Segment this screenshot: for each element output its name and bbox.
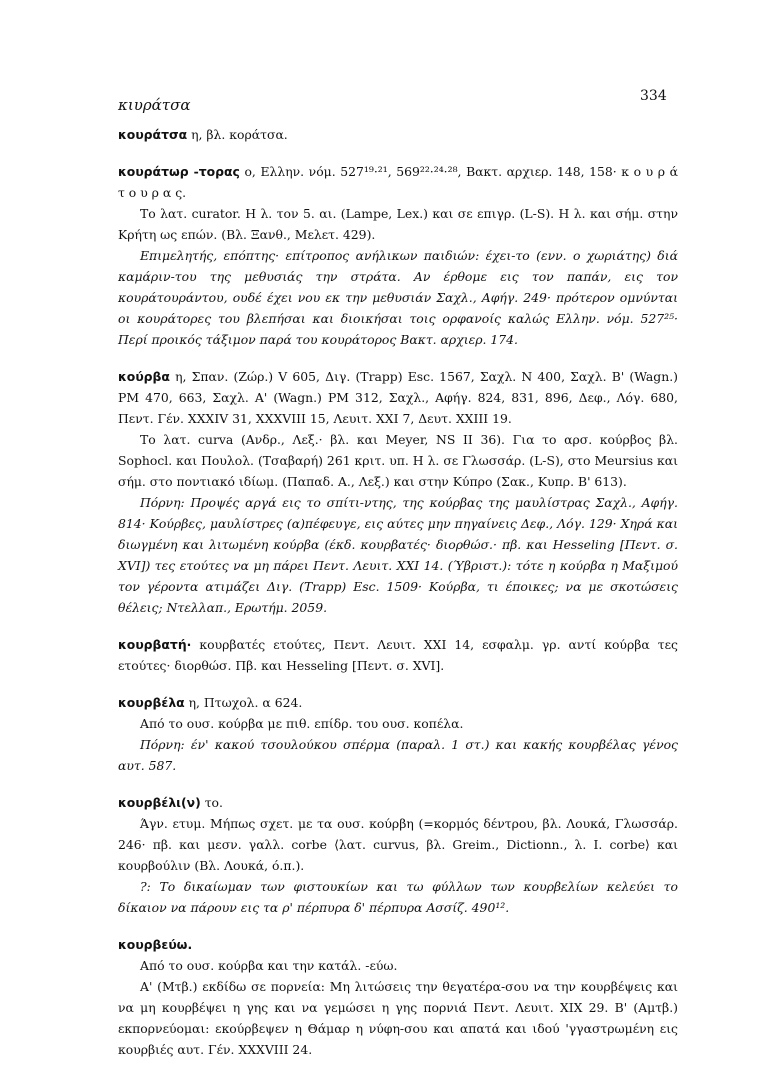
running-head: κιυράτσα (118, 96, 191, 114)
etymology-paragraph: Από το ουσ. κούρβα και την κατάλ. -εύω. (140, 958, 398, 973)
definition-paragraph: Πόρνη: Προψές αργά εις το σπίτι-ντης, της κούρβας της μαυλίστρας Σαχλ., Αφήγ. 814· Κούρβες, μαυλίστρες (α)πέφευγε, εις αύτες μην πηγαίνεις Δεφ., Λόγ. 129· Χηρά και διωγμένη και λιτωμένη κούρβα (έκδ. κουρβατές· διορθώσ.· πβ. και Hesseling [Πεντ. σ. XVI]) τες ετούτες να μη πάρει Πεντ. Λευιτ. XXI 14. (Ύβριστ.): τότε η κούρβα η Μαξιμού τον γέροντα ατιμάζει Διγ. (Trapp) Esc. 1509· Κούρβα, τι έποικες; να με σκοτώσεις θέλεις; Ντελλαπ., Ερωτήμ. 2059. (118, 495, 678, 615)
entry-text: η, Σπαν. (Ζώρ.) V 605, Διγ. (Trapp) Esc. 1567, Σαχλ. Ν 400, Σαχλ. Β' (Wagn.) PM 470, 663, Σαχλ. Α' (Wagn.) PM 312, Σαχλ., Αφήγ. 824, 831, 896, Δεφ., Λόγ. 680, Πεντ. Γέν. XXXIV 31, XXXVIII 15, Λευιτ. XXI 7, Δευτ. XXIII 19. (118, 369, 678, 426)
headword: κουρβέλι(ν) (118, 795, 201, 810)
etymology-paragraph: Άγν. ετυμ. Μήπως σχετ. με τα ουσ. κούρβη (=κορμός δέντρου, βλ. Λουκά, Γλωσσάρ. 246· πβ. και μεσν. γαλλ. corbe ⟨λατ. curvus, βλ. Greim., Dictionn., λ. I. corbe⟩ και κουρβούλιν (Βλ. Λουκά, ό.π.). (118, 816, 678, 873)
headword: κουρβεύω. (118, 937, 193, 952)
etymology-paragraph: Το λατ. curator. Η λ. τον 5. αι. (Lampe, Lex.) και σε επιγρ. (L-S). Η λ. και σήμ. στην Κρήτη ως επών. (Βλ. Ξανθ., Μελετ. 429). (118, 206, 678, 242)
headword: κουρβατή· (118, 637, 192, 652)
headword: κουράτσα (118, 127, 188, 142)
definition-paragraph: Επιμελητής, επόπτης· επίτροπος ανήλικων παιδιών: έχει-το (ενν. ο χωριάτης) διά καμάριν-του της μεθυσιάς την στράτα. Αν έρθομε εις τον παπάν, εις τον κουράτουράντου, ουδέ έχει νου εκ την μεθυσιάν Σαχλ., Αφήγ. 249· πρότερον ομνύνται οι κουράτορες του βλεπήσαι και διοικήσαι τοις ορφανοίς καλώς Ελλην. νόμ. 527²⁵· Περί προικός τάξιμον παρά του κουράτορος Βακτ. αρχιερ. 174. (118, 248, 678, 347)
headword: κουράτωρ -τορας (118, 164, 240, 179)
entry-kouratorr (118, 161, 678, 350)
definition-paragraph: Πόρνη: έν' κακού τσουλούκου σπέρμα (παραλ. 1 στ.) και κακής κουρβέλας γένος αυτ. 587. (118, 737, 678, 773)
entry-kourveli (118, 792, 678, 918)
entry-kouratsa (118, 124, 678, 145)
entry-kourveyo (118, 934, 678, 1060)
page-number: 334 (640, 88, 667, 104)
headword: κούρβα (118, 369, 170, 384)
definition-paragraph: Α' (Μτβ.) εκδίδω σε πορνεία: Μη λιτώσεις την θεγατέρα-σου να την κουρβέψεις και να μη κουρβέψει η γης και να γεμώσει η γης πορνιά Πεντ. Λευιτ. XIX 29. Β' (Αμτβ.) εκπορνεύομαι: εκούρβεψεν η Θάμαρ η νύφη-σου και απατά και ιδού 'γγαστρωμένη εις κουρβιές αυτ. Γέν. XXXVIII 24. (118, 979, 678, 1057)
headword: κουρβέλα (118, 695, 185, 710)
entry-text: το. (200, 795, 223, 810)
entry-text: η, Πτωχολ. α 624. (184, 695, 303, 710)
entry-text: η, βλ. κοράτσα. (187, 127, 288, 142)
etymology-paragraph: Το λατ. curva (Ανδρ., Λεξ.· βλ. και Meyer, NS II 36). Για το αρσ. κούρβος βλ. Sophocl. και Πουλολ. (Τσαβαρή) 261 κριτ. υπ. Η λ. σε Γλωσσάρ. (L-S), στο Meursius και σήμ. στο ποντιακό ιδίωμ. (Παπαδ. Α., Λεξ.) και στην Κύπρο (Σακ., Κυπρ. Β' 613). (118, 432, 678, 489)
entry-text: κουρβατές ετούτες, Πεντ. Λευιτ. XXI 14, εσφαλμ. γρ. αντί κούρβα τες ετούτες· διορθώσ. Πβ. και Hesseling [Πεντ. σ. XVI]. (118, 637, 678, 673)
dictionary-entries (118, 124, 678, 1076)
entry-kourva (118, 366, 678, 618)
etymology-paragraph: Από το ουσ. κούρβα με πιθ. επίδρ. του ουσ. κοπέλα. (140, 716, 464, 731)
definition-paragraph: ?: Το δικαίωμαν των φιστουκίων και τω φύλλων των κουρβελίων κελεύει το δίκαιον να πάρουν εις τα ρ' πέρπυρα δ' πέρπυρα Ασσίζ. 490¹². (118, 879, 678, 915)
entry-kourvati (118, 634, 678, 676)
entry-kourvela (118, 692, 678, 776)
entry-text: ο, Ελλην. νόμ. 527¹⁹·²¹, 569²²·²⁴·²⁸, Βακτ. αρχιερ. 148, 158· κ ο υ ρ ά τ ο υ ρ α ς. (118, 164, 678, 200)
